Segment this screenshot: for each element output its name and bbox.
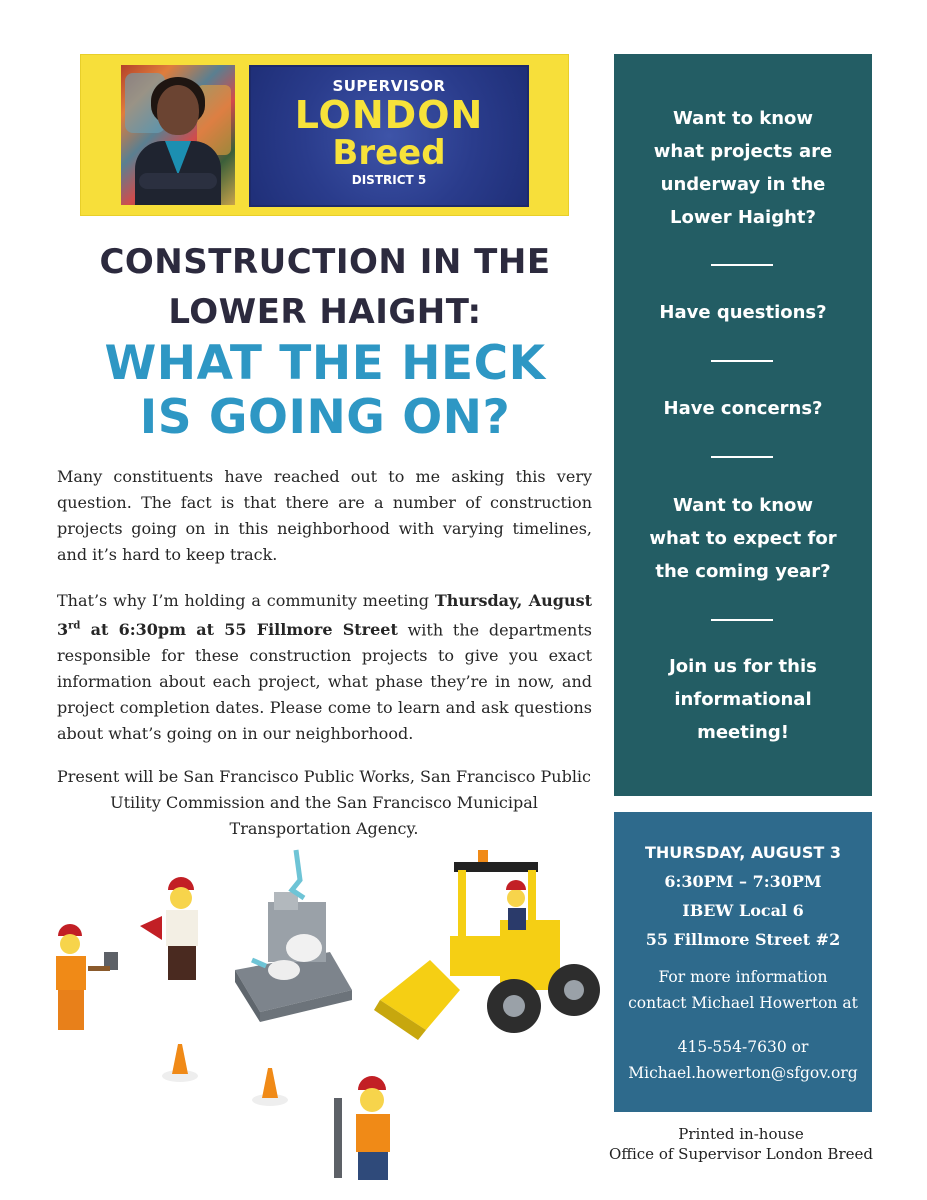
event-date: THURSDAY, AUGUST 3	[644, 843, 841, 862]
lego-construction-illustration	[30, 840, 600, 1180]
question-line: underway in the	[660, 174, 826, 195]
divider	[711, 619, 773, 621]
question-line: the coming year?	[655, 561, 831, 582]
logo-first-name: LONDON	[294, 93, 484, 137]
question-line: what projects are	[653, 141, 833, 162]
supervisor-logo	[249, 65, 529, 207]
question-have-questions: Have questions?	[659, 302, 827, 323]
traffic-cone-image	[162, 1044, 198, 1082]
question-line: Lower Haight?	[670, 207, 816, 228]
meeting-date-suffix: rd	[68, 621, 81, 632]
divider	[711, 264, 773, 266]
event-venue: IBEW Local 6	[682, 901, 804, 920]
logo-last-name: Breed	[332, 133, 446, 173]
photo-arms	[139, 173, 217, 189]
photo-head	[157, 85, 199, 135]
event-address: 55 Fillmore Street #2	[645, 930, 841, 949]
callout-line: Join us for this	[669, 656, 817, 677]
info-line-2: contact Michael Howerton at	[628, 994, 858, 1012]
info-line-1: For more information	[658, 968, 828, 986]
questions-panel	[614, 54, 872, 796]
callout-line: informational	[674, 689, 812, 710]
question-projects	[614, 102, 872, 234]
intro-paragraph: Many constituents have reached out to me asking this very question. The fact is that there are a number of construction projects going on in this neighborhood with varying timelines, and it’s hard to keep track.	[57, 467, 592, 564]
headline-line-1: CONSTRUCTION IN THE	[99, 242, 551, 282]
lego-loader-image	[374, 850, 600, 1040]
question-expectations	[614, 489, 872, 588]
lego-worker-jackhammer-image	[334, 1076, 390, 1180]
attendees-paragraph: Present will be San Francisco Public Works, San Francisco Public Utility Commission and the San Francisco Municipal Transportation Agency.	[56, 767, 592, 838]
supervisor-photo	[121, 65, 235, 205]
meeting-text-start: That’s why I’m holding a community meeting	[57, 591, 435, 610]
contact-phone: 415-554-7630 or	[677, 1038, 809, 1056]
callout-line: meeting!	[697, 722, 789, 743]
join-us-callout	[614, 650, 872, 749]
logo-supervisor-label: SUPERVISOR	[332, 77, 446, 95]
footer-line-1: Printed in-house	[678, 1125, 804, 1143]
rubble-pile-image	[235, 850, 352, 1022]
contact-email[interactable]: Michael.howerton@sfgov.org	[628, 1064, 858, 1082]
question-line: Want to know	[672, 108, 814, 129]
headline-line-2: LOWER HAIGHT:	[168, 292, 482, 332]
question-have-concerns: Have concerns?	[663, 398, 823, 419]
event-time: 6:30PM – 7:30PM	[664, 872, 822, 891]
headline-line-3: WHAT THE HECK	[104, 336, 546, 391]
printed-by-footer	[596, 1124, 886, 1164]
meeting-date: Thursday, August 3	[57, 591, 593, 640]
lego-worker-hammer-image	[56, 924, 118, 1030]
meeting-text-end: with the departments responsible for these construction projects to give you exact information about each project, what phase they’re in now, and project completion dates. Please come to learn and ask questions about what’s going on in our neighborhood.	[57, 620, 592, 744]
headline-line-4: IS GOING ON?	[139, 390, 511, 445]
footer-line-2: Office of Supervisor London Breed	[609, 1145, 873, 1163]
meeting-paragraph	[57, 588, 592, 747]
divider	[711, 360, 773, 362]
divider	[711, 456, 773, 458]
meeting-location: at 6:30pm at 55 Fillmore Street	[80, 620, 398, 640]
lego-worker-megaphone-image	[140, 877, 198, 980]
event-details-panel	[614, 812, 872, 1112]
logo-district: DISTRICT 5	[351, 173, 427, 187]
traffic-cone-image	[252, 1068, 288, 1106]
header-banner	[80, 54, 569, 216]
question-line: Want to know	[672, 495, 814, 516]
question-line: what to expect for	[649, 528, 837, 549]
